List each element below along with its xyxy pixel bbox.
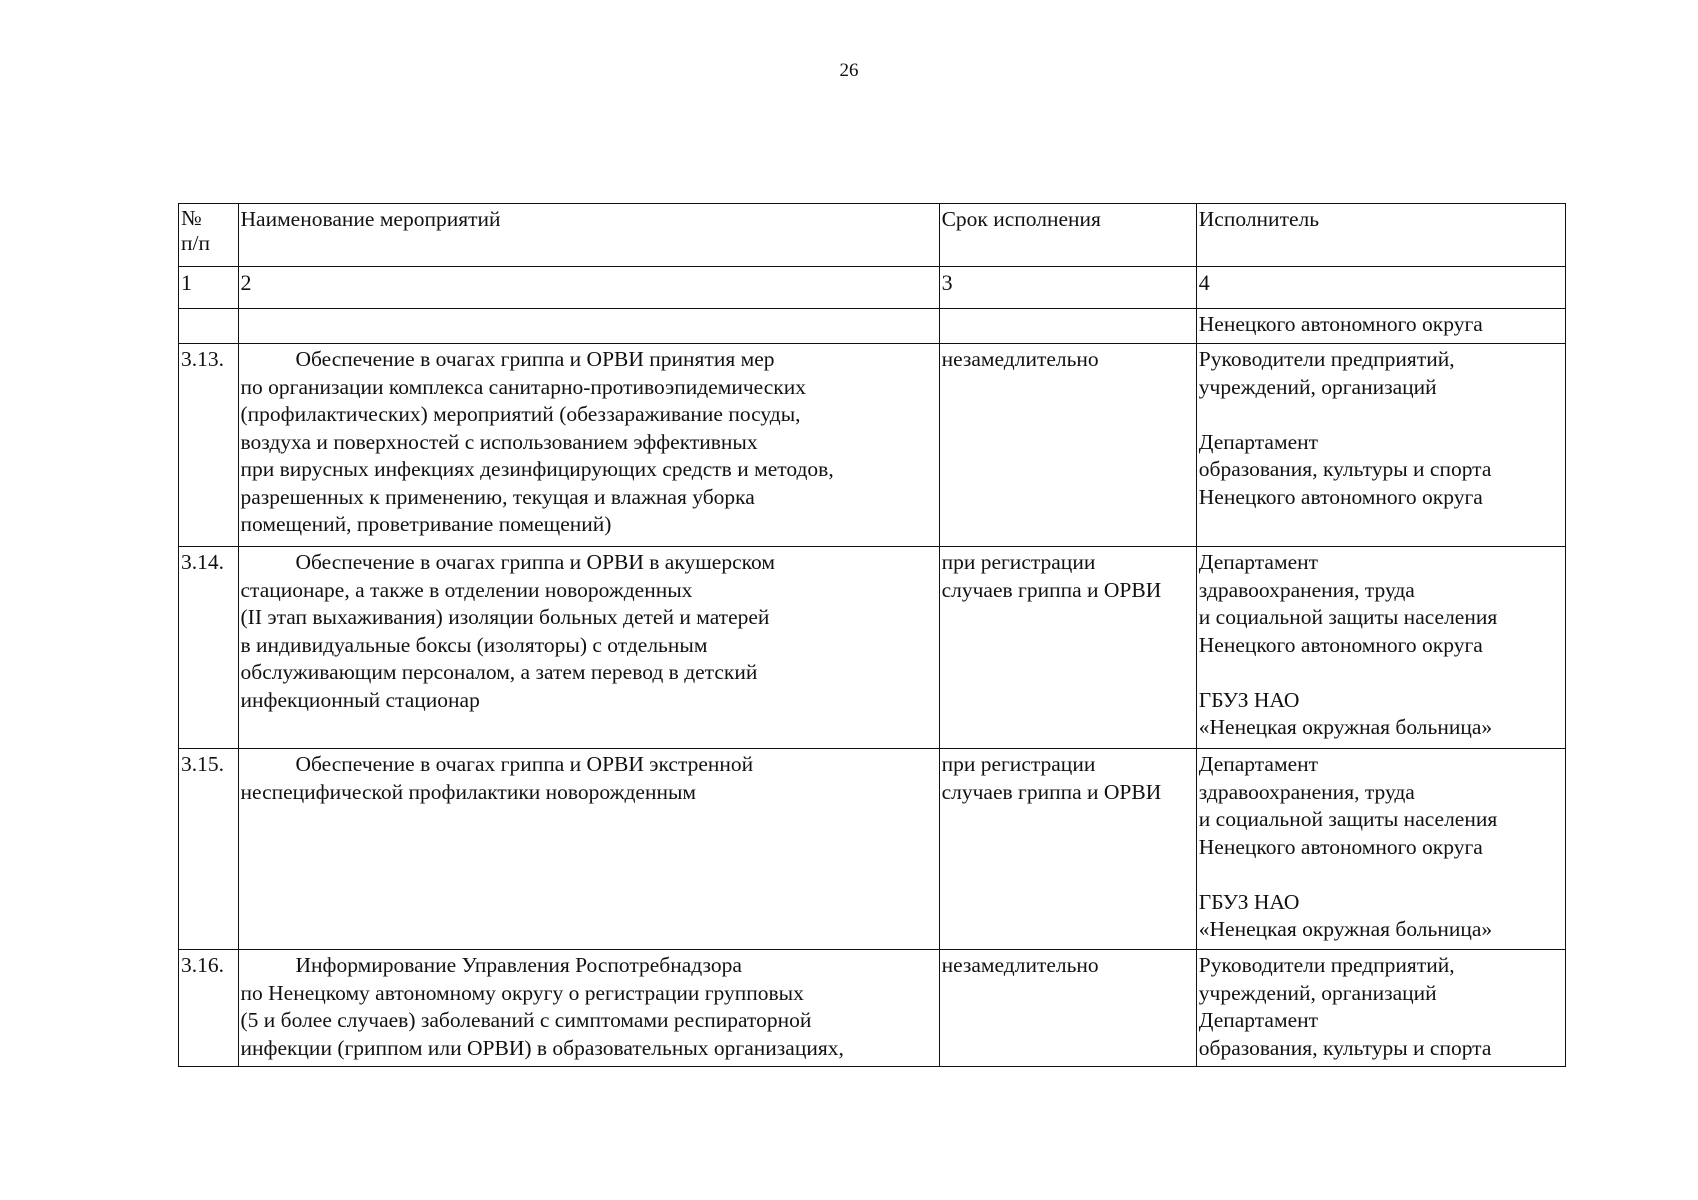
executor-line: Департамент [1198, 429, 1319, 454]
measure-name-line: обслуживающим персоналом, а затем перевод в детский [240, 660, 758, 684]
executor-line: ГБУЗ НАО [1198, 889, 1300, 914]
row-number: 3.16. [179, 950, 239, 1067]
table-header-row [179, 204, 1566, 267]
column-index-4: 4 [1196, 267, 1565, 309]
measure-name-line: (профилактических) мероприятий (обеззараживание посуды, [240, 402, 801, 426]
measure-name-line: воздуха и поверхностей с использованием эффективных [240, 429, 758, 454]
table-row [179, 547, 1566, 749]
row-number: 3.15. [179, 749, 239, 950]
executor-line: Департамент [1198, 550, 1319, 574]
continuation-name [238, 309, 939, 344]
executor-line: образования, культуры и спорта [1198, 1035, 1492, 1060]
page-number: 26 [839, 60, 859, 81]
measure-name-line: по Ненецкому автономному округу о регистрации групповых [240, 980, 804, 1005]
executor-line: Департамент [1198, 752, 1319, 776]
deadline-line: незамедлительно [941, 953, 1099, 977]
table-row [179, 749, 1566, 950]
deadline-line: случаев гриппа и ОРВИ [941, 779, 1162, 804]
executor-line: Руководители предприятий, [1198, 347, 1455, 371]
header-number [179, 204, 239, 267]
column-index-2: 2 [238, 267, 939, 309]
executor-line: Ненецкого автономного округа [1198, 632, 1483, 657]
table-row [179, 950, 1566, 1067]
executor-line: образования, культуры и спорта [1198, 457, 1492, 481]
header-number-line1: № [181, 206, 202, 230]
deadline [939, 950, 1196, 1067]
measure-name-line: инфекционный стационар [240, 687, 480, 712]
deadline-line: случаев гриппа и ОРВИ [941, 577, 1162, 602]
header-deadline: Срок исполнения [939, 204, 1196, 267]
continuation-row [179, 309, 1566, 344]
executor-gap [1199, 861, 1562, 889]
executor-line: Руководители предприятий, [1198, 953, 1455, 977]
measure-name-line: инфекции (гриппом или ОРВИ) в образовательных организациях, [240, 1035, 844, 1060]
measure-name-line: Информирование Управления Роспотребнадзора [295, 953, 742, 977]
deadline-line: при регистрации [941, 752, 1096, 776]
continuation-executor: Ненецкого автономного округа [1196, 309, 1565, 344]
measure-name-line: (II этап выхаживания) изоляции больных детей и матерей [240, 605, 770, 629]
column-index-3: 3 [939, 267, 1196, 309]
measure-name-line: при вирусных инфекциях дезинфицирующих средств и методов, [240, 457, 834, 481]
executor-line: Ненецкого автономного округа [1198, 484, 1483, 509]
measure-name-line: стационаре, а также в отделении новорожденных [240, 577, 693, 602]
header-name: Наименование мероприятий [238, 204, 939, 267]
executor-gap [1199, 659, 1562, 687]
measure-name-line: разрешенных к применению, текущая и влажная уборка [240, 484, 755, 509]
header-number-line2: п/п [181, 231, 210, 255]
measure-name-line: помещений, проветривание помещений) [240, 512, 612, 536]
executor-line: «Ненецкая окружная больница» [1198, 715, 1493, 739]
executor-line: ГБУЗ НАО [1198, 687, 1300, 712]
executor-line: учреждений, организаций [1198, 374, 1437, 399]
row-number: 3.13. [179, 344, 239, 547]
deadline-line: незамедлительно [941, 347, 1099, 371]
measure-name-line: (5 и более случаев) заболеваний с симптомами респираторной [240, 1008, 812, 1032]
executor-line: здравоохранения, труда [1198, 779, 1415, 804]
measure-name [238, 749, 939, 950]
executor-line: и социальной защиты населения [1198, 807, 1498, 831]
executor-line: Ненецкого автономного округа [1198, 834, 1483, 859]
measure-name-line: по организации комплекса санитарно-противоэпидемических [240, 374, 806, 399]
table-row [179, 344, 1566, 547]
measure-name [238, 950, 939, 1067]
column-index-1: 1 [179, 267, 239, 309]
measure-name [238, 344, 939, 547]
executor [1196, 950, 1565, 1067]
measure-name [238, 547, 939, 749]
measure-name-line: Обеспечение в очагах гриппа и ОРВИ принятия мер [295, 347, 775, 371]
measure-name-line: Обеспечение в очагах гриппа и ОРВИ в акушерском [295, 550, 775, 574]
deadline-line: при регистрации [941, 550, 1096, 574]
executor-line: Департамент [1198, 1008, 1319, 1032]
executor-line: здравоохранения, труда [1198, 577, 1415, 602]
continuation-num [179, 309, 239, 344]
row-number: 3.14. [179, 547, 239, 749]
executor [1196, 749, 1565, 950]
header-executor: Исполнитель [1196, 204, 1565, 267]
executor [1196, 344, 1565, 547]
measure-name-line: Обеспечение в очагах гриппа и ОРВИ экстренной [295, 752, 754, 776]
executor-line: учреждений, организаций [1198, 980, 1437, 1005]
deadline [939, 547, 1196, 749]
deadline [939, 344, 1196, 547]
measure-name-line: в индивидуальные боксы (изоляторы) с отдельным [240, 632, 708, 657]
measures-table [178, 203, 1566, 1067]
executor [1196, 547, 1565, 749]
column-index-row [179, 267, 1566, 309]
measure-name-line: неспецифической профилактики новорожденным [240, 779, 697, 804]
continuation-deadline [939, 309, 1196, 344]
executor-gap [1199, 401, 1562, 429]
deadline [939, 749, 1196, 950]
executor-line: «Ненецкая окружная больница» [1198, 917, 1493, 941]
executor-line: и социальной защиты населения [1198, 605, 1498, 629]
